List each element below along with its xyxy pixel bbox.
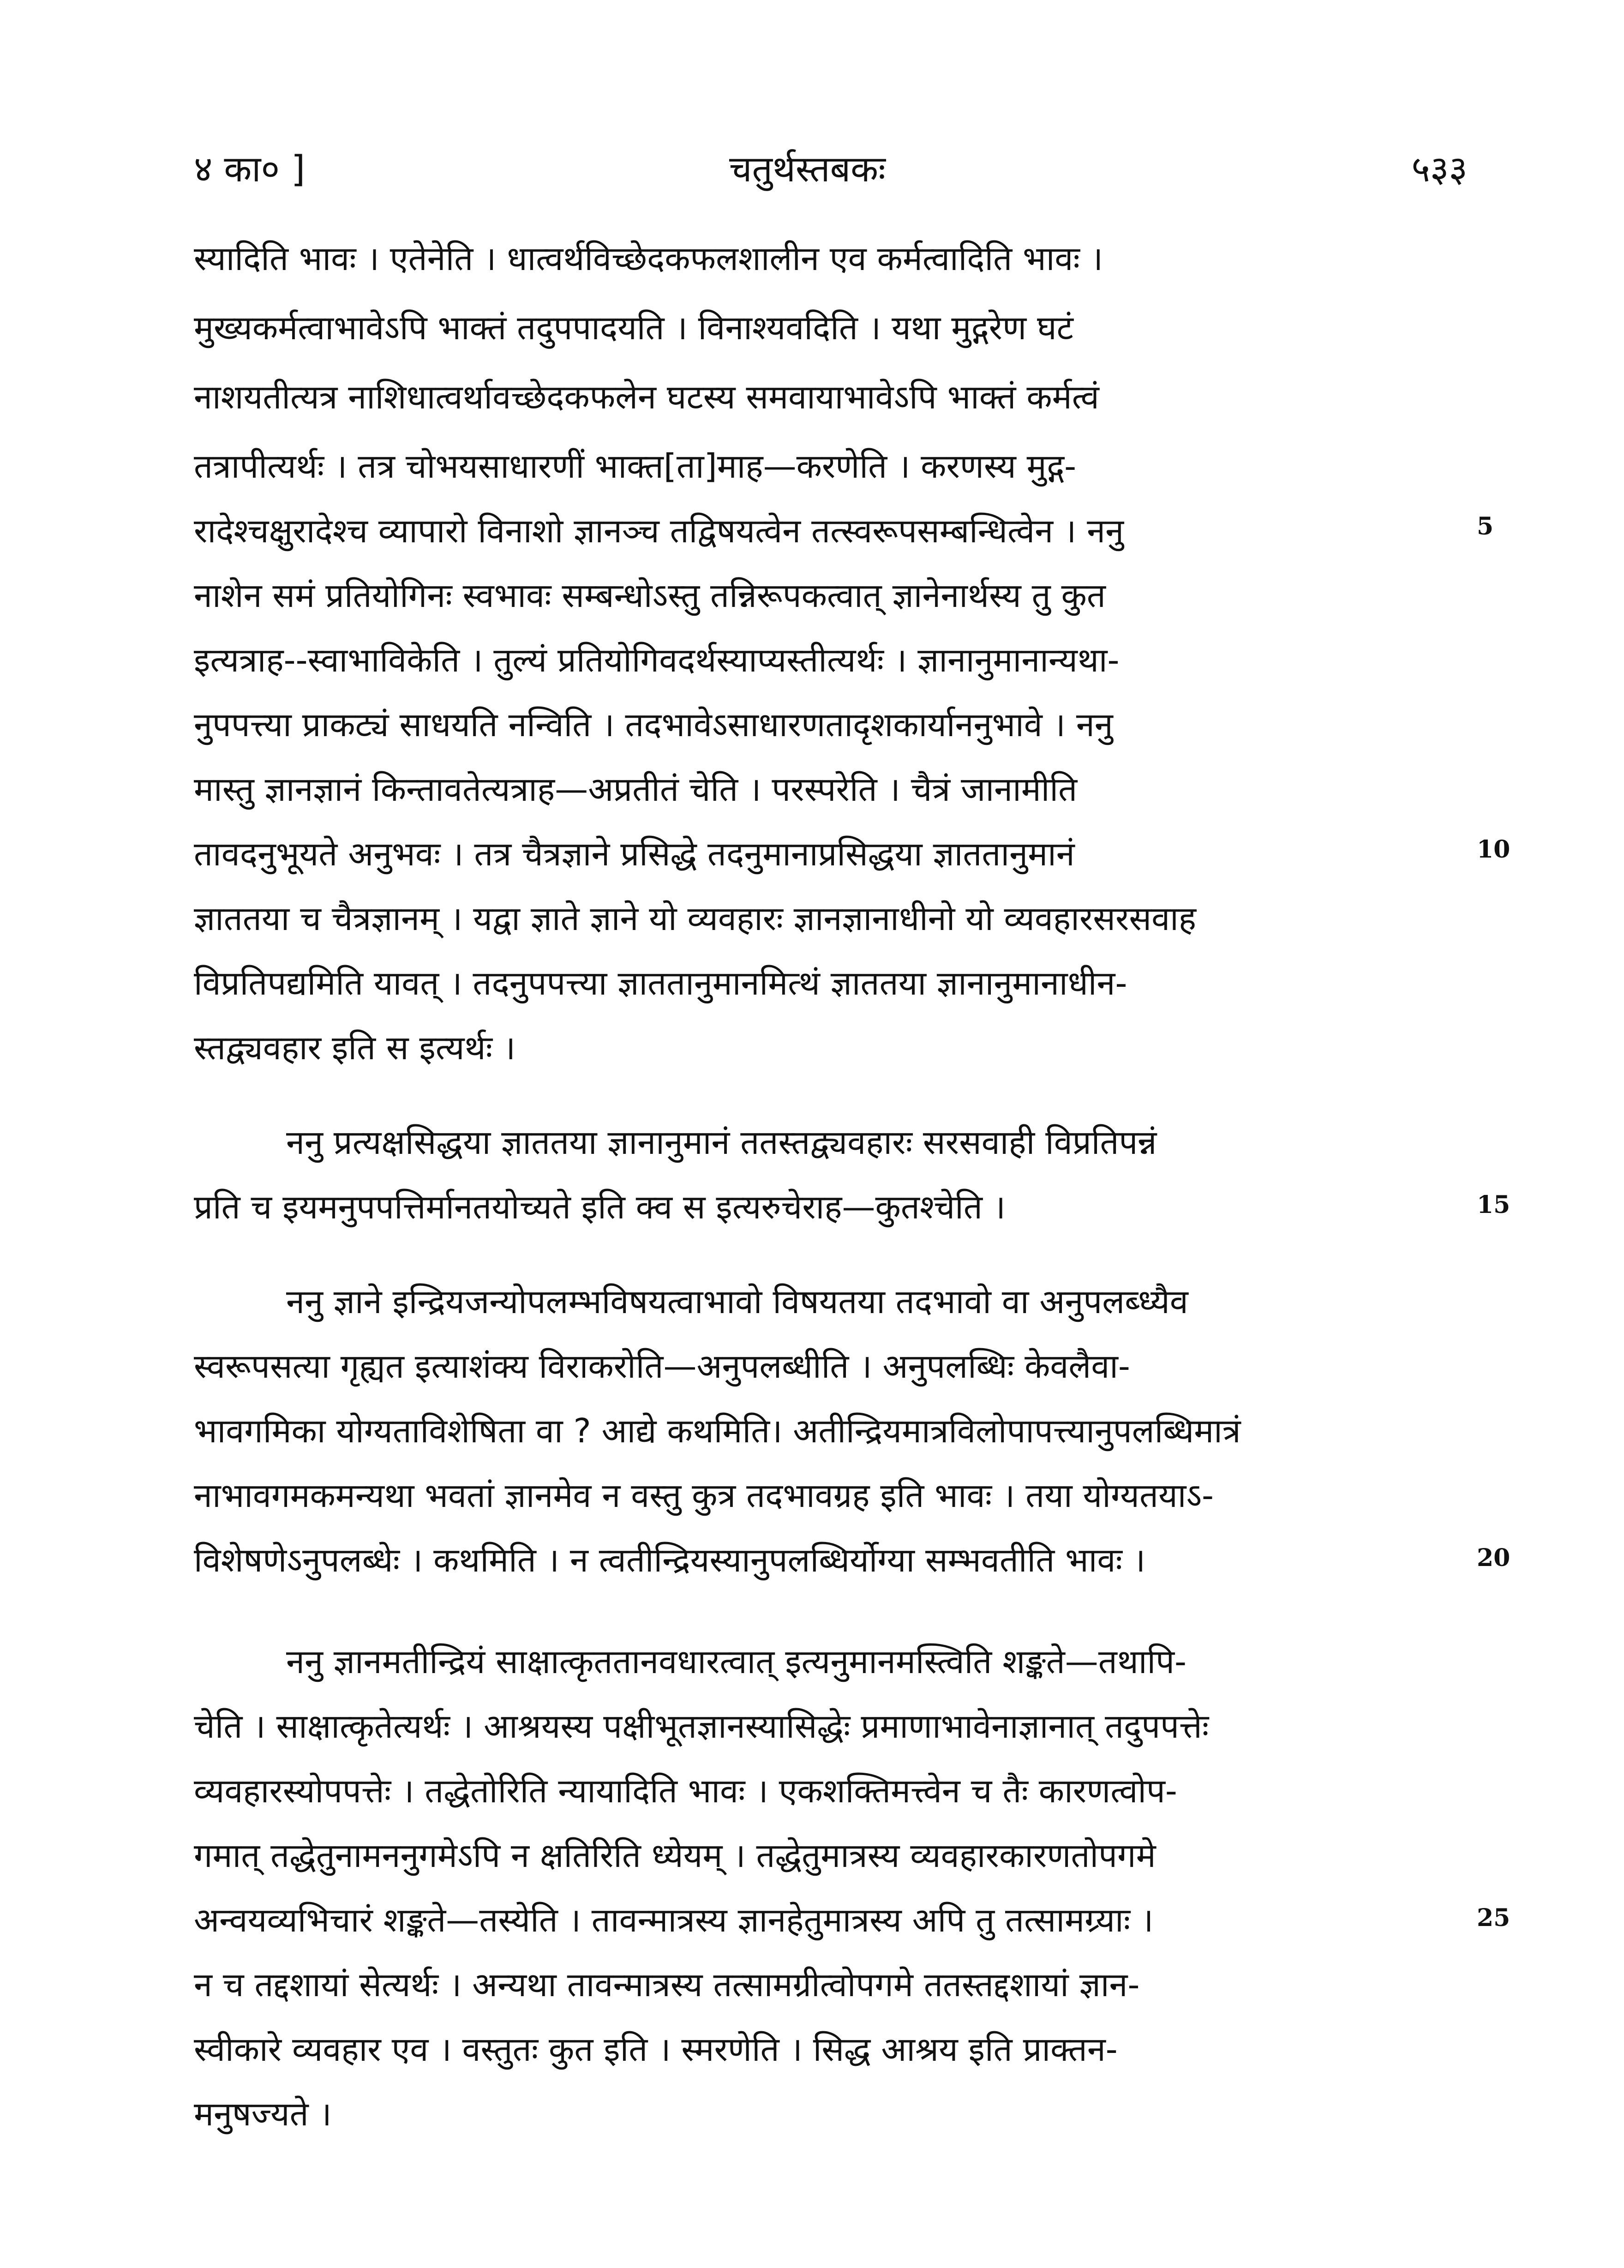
header-page-number: ५३३ [1411,149,1468,190]
text-line: विशेषणेऽनुपलब्धेः । कथमिति । न त्वतीन्द्रियस्यानुपलब्धिर्योग्या सम्भवतीति भावः । [194,1541,1146,1579]
text-line: नाशेन समं प्रतियोगिनः स्वभावः सम्बन्धोऽस्तु तन्निरूपकत्वात् ज्ञानेनार्थस्य तु कुत [194,576,1106,615]
text-line: मुख्यकर्मत्वाभावेऽपि भाक्तं तदुपपादयति । विनाश्यवदिति । यथा मुद्गरेण घटं [194,308,1073,347]
text-line: नुपपत्त्या प्राकट्यं साधयति नन्विति । तदभावेऽसाधारणतादृशकार्याननुभावे । ननु [194,705,1113,744]
text-line: ननु ज्ञानमतीन्द्रियं साक्षात्कृततानवधारत्वात् इत्यनुमानमस्त्विति शङ्कते—तथापि- [286,1642,1187,1681]
header-section-label: ४ का० ] [194,149,306,190]
line-number: 25 [1477,1904,1510,1932]
text-line: स्यादिति भावः । एतेनेति । धात्वर्थविच्छेदकफलशालीन एव कर्मत्वादिति भावः । [194,239,1103,278]
text-line: स्तद्व्यवहार इति स इत्यर्थः । [194,1028,516,1067]
text-line: मास्तु ज्ञानज्ञानं किन्तावतेत्यत्राह—अप्रतीतं चेति । परस्परेति । चैत्रं जानामीति [194,770,1078,809]
line-number: 10 [1477,835,1510,864]
text-line: नाभावगमकमन्यथा भवतां ज्ञानमेव न वस्तु कुत्र तदभावग्रह इति भावः । तया योग्यतयाऽ- [194,1476,1214,1515]
text-line: रादेश्चक्षुरादेश्च व्यापारो विनाशो ज्ञानञ्च तद्विषयत्वेन तत्स्वरूपसम्बन्धित्वेन । ननु [194,511,1124,550]
text-line: मनुषज्यते । [194,2094,332,2133]
text-line: नाशयतीत्यत्र नाशिधात्वर्थावच्छेदकफलेन घटस्य समवायाभावेऽपि भाक्तं कर्मत्वं [194,378,1099,416]
text-line: तत्रापीत्यर्थः । तत्र चोभयसाधारणीं भाक्त[ता]माह—करणेति । करणस्य मुद्ग- [194,447,1077,486]
line-number: 5 [1477,512,1494,540]
header-chapter-title: चतुर्थस्तबकः [729,149,886,190]
text-line: न च तद्दशायां सेत्यर्थः । अन्यथा तावन्मात्रस्य तत्सामग्रीत्वोपगमे ततस्तद्दशायां ज्ञान- [194,1965,1140,2004]
text-line: व्यवहारस्योपपत्तेः । तद्धेतोरिति न्यायादिति भावः । एकशक्तिमत्त्वेन च तैः कारणत्वोप- [194,1771,1177,1810]
text-line: विप्रतिपद्यमिति यावत् । तदनुपपत्त्या ज्ञाततानुमानमित्थं ज्ञाततया ज्ञानानुमानाधीन- [194,964,1127,1002]
line-number: 20 [1477,1544,1510,1572]
text-line: चेति । साक्षात्कृतेत्यर्थः । आश्रयस्य पक्षीभूतज्ञानस्यासिद्धेः प्रमाणाभावेनाज्ञानात् तदुपपत्तेः [194,1707,1209,1746]
text-line: प्रति च इयमनुपपत्तिर्मानतयोच्यते इति क्व स इत्यरुचेराह—कुतश्चेति । [194,1188,1006,1226]
text-line: ज्ञाततया च चैत्रज्ञानम् । यद्वा ज्ञाते ज्ञाने यो व्यवहारः ज्ञानज्ञानाधीनो यो व्यवहारसरसवाह [194,899,1196,938]
text-line: भावगमिका योग्यताविशेषिता वा ? आद्ये कथमिति। अतीन्द्रियमात्रविलोपापत्त्यानुपलब्धिमात्रं [194,1411,1241,1450]
text-line: ननु प्रत्यक्षसिद्धया ज्ञाततया ज्ञानानुमानं ततस्तद्व्यवहारः सरसवाही विप्रतिपन्नं [286,1123,1157,1162]
text-line: इत्यत्राह--स्वाभाविकेति । तुल्यं प्रतियोगिवदर्थस्याप्यस्तीत्यर्थः । ज्ञानानुमानान्यथा- [194,641,1120,679]
text-line: गमात् तद्धेतुनामननुगमेऽपि न क्षतिरिति ध्येयम् । तद्धेतुमात्रस्य व्यवहारकारणतोपगमे [194,1836,1156,1875]
page-header [194,143,1468,198]
text-line: स्वरूपसत्या गृह्यत इत्याशंक्य विराकरोति—अनुपलब्धीति । अनुपलब्धिः केवलैवा- [194,1347,1130,1386]
text-line: तावदनुभूयते अनुभवः । तत्र चैत्रज्ञाने प्रसिद्धे तदनुमानाप्रसिद्धया ज्ञाततानुमानं [194,834,1075,873]
text-line: ननु ज्ञाने इन्द्रियजन्योपलम्भविषयत्वाभावो विषयतया तदभावो वा अनुपलब्ध्यैव [286,1282,1188,1321]
text-line: स्वीकारे व्यवहार एव । वस्तुतः कुत इति । स्मरणेति । सिद्ध आश्रय इति प्राक्तन- [194,2030,1118,2069]
line-number: 15 [1477,1191,1510,1219]
text-line: अन्वयव्यभिचारं शङ्कते—तस्येति । तावन्मात्रस्य ज्ञानहेतुमात्रस्य अपि तु तत्सामग्र्याः । [194,1901,1154,1939]
